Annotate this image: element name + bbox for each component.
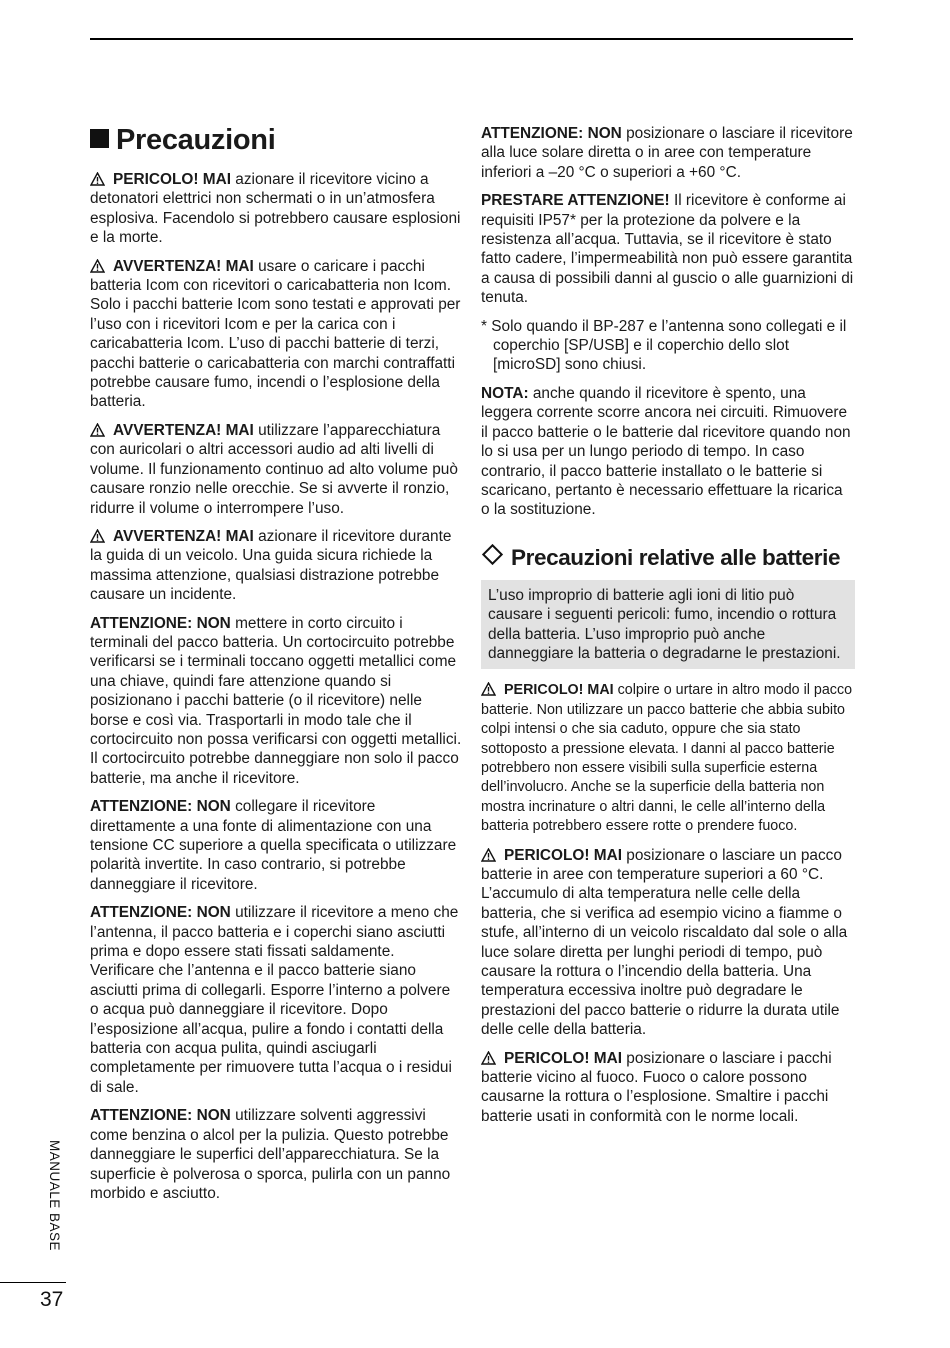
caution-keyword: NON	[196, 904, 231, 922]
caution-text: mettere in corto circuito i terminali del pacco batteria. Un cortocircuito potrebbe verificarsi se i terminali toccano oggetti metallici come una chiave, quindi fare attenzione quando si posizionano i pacchi batterie (o il ricevitore) nelle borse e così via. Trasportarli in modo tale che il cortocircuito non possa verificarsi con oggetti metallici. Il cortocircuito potrebbe danneggiare non solo il pacco batterie, ma anche il ricevitore.	[90, 614, 462, 787]
battery-danger-paragraph	[481, 1049, 855, 1127]
left-column	[90, 122, 462, 1212]
warning-triangle-icon	[481, 848, 496, 862]
attention-label: PRESTARE ATTENZIONE!	[481, 192, 670, 210]
warning-paragraph	[90, 421, 462, 518]
warning-label: AVVERTENZA!	[113, 257, 222, 275]
battery-danger-paragraph	[481, 681, 855, 836]
warning-keyword: MAI	[225, 257, 254, 275]
warning-text: utilizzare l’apparecchiatura con auricolari o altri accessori audio ad alti livelli di volume. Il funzionamento continuo ad alto volume può causare ronzio nelle orecchie. Se si avverte il ronzio, ridurre il volume o interrompere l’uso.	[90, 421, 458, 517]
warning-label: AVVERTENZA!	[113, 421, 222, 439]
warning-triangle-icon	[90, 529, 105, 543]
battery-danger-paragraph	[481, 846, 855, 1040]
danger-keyword: MAI	[593, 846, 623, 864]
warning-triangle-icon	[481, 1051, 496, 1065]
warning-text: azionare il ricevitore vicino a detonatori elettrici non schermati o in un’atmosfera esplosiva. Facendolo si potrebbero causare esplosioni e la morte.	[90, 171, 461, 247]
diamond-icon	[482, 544, 503, 565]
warning-triangle-icon	[481, 682, 496, 696]
caution-label: ATTENZIONE:	[90, 1107, 193, 1125]
warning-keyword: MAI	[225, 421, 254, 439]
caution-text: collegare il ricevitore direttamente a una fonte di alimentazione con una tensione CC superiore a quella specificata o utilizzare polarità invertite. In caso contrario, si potrebbe danneggiare il ricevitore.	[90, 798, 457, 893]
danger-text: posizionare o lasciare i pacchi batterie vicino al fuoco. Fuoco o calore possono causarne la rottura o l’esplosione. Smaltire i pacchi batterie usati in conformità con le norme locali.	[481, 1049, 832, 1125]
caution-keyword: NON	[196, 614, 231, 632]
page-number-rule	[0, 1282, 66, 1283]
attention-text: Il ricevitore è conforme ai requisiti IP57* per la protezione da polvere e la resistenza all’acqua. Tuttavia, se il ricevitore è stato fatto cadere, l’impermeabilità non può essere garantita a causa di possibili danni al guscio o alle guarnizioni di tenuta.	[481, 192, 854, 307]
danger-label: PERICOLO!	[504, 682, 584, 699]
danger-label: PERICOLO!	[504, 1049, 590, 1067]
caution-paragraph	[90, 903, 462, 1097]
caution-label: ATTENZIONE:	[481, 125, 584, 142]
caution-paragraph	[90, 1106, 462, 1203]
caution-label: ATTENZIONE:	[90, 904, 193, 922]
caution-keyword: NON	[587, 125, 622, 142]
warning-text: usare o caricare i pacchi batteria Icom con ricevitori o caricabatteria non Icom. Solo i pacchi batterie Icom sono testati e approvati per l’uso con i ricevitori Icom e per la carica con i caricabatteria Icom. L’uso di pacchi batterie di terzi, pacchi batterie o caricabatteria con marchi contraffatti potrebbe causare fumo, incendi o l’esplosione della batteria.	[90, 257, 461, 411]
warning-triangle-icon	[90, 172, 105, 186]
caution-text: posizionare o lasciare il ricevitore alla luce solare diretta o in aree con temperature inferiori a –20 °C o superiori a +60 °C.	[481, 125, 853, 181]
caution-label: ATTENZIONE:	[90, 614, 193, 632]
caution-paragraph	[90, 797, 462, 894]
caution-keyword: NON	[196, 1107, 231, 1125]
subsection-title: Precauzioni relative alle batterie	[481, 544, 855, 572]
right-column	[481, 124, 855, 1135]
section-square-icon	[90, 129, 109, 148]
note-text: anche quando il ricevitore è spento, una leggera corrente scorre ancora nei circuiti. Rimuovere il pacco batterie o le batterie dal ricevitore quando non lo si usa per un lungo periodo di tempo. In caso contrario, il pacco batterie installato o le batterie si scaricano, pertanto è necessario effettuare la ricarica o la sostituzione.	[481, 384, 851, 519]
danger-text: posizionare o lasciare un pacco batterie in aree con temperature superiori a 60 °C. L’accumulo di alta temperatura nelle celle della batteria, che si verifica ad esempio vicino a fiamme o stufe, all’interno di un veicolo riscaldato dal sole o alla luce solare diretta per lunghi periodi di tempo, può causare la rottura o l’incendio della batteria. Una temperatura eccessiva inoltre può degradare le prestazioni del pacco batterie o ridurre la durata utile delle celle della batteria.	[481, 846, 848, 1039]
warning-text: azionare il ricevitore durante la guida di un veicolo. Una guida sicura richiede la massima attenzione, qualsiasi distrazione potrebbe causare un incidente.	[90, 527, 452, 604]
danger-keyword: MAI	[593, 1049, 623, 1067]
caution-text: utilizzare solventi aggressivi come benzina o alcol per la pulizia. Questo potrebbe danneggiare le superfici dell’apparecchiatura. Se la superficie è polverosa o sporca, pulirla con un panno morbido e asciutto.	[90, 1107, 451, 1202]
warning-triangle-icon	[90, 423, 105, 437]
caution-keyword: NON	[196, 798, 231, 816]
caution-label: ATTENZIONE:	[90, 798, 193, 816]
caution-text: utilizzare il ricevitore a meno che l’antenna, il pacco batteria e i coperchi siano asciutti prima e dopo essere stati fissati saldamente. Verificare che l’antenna e il pacco batterie siano asciutti prima di collegarli. Esporre l’interno a polvere o acqua può danneggiare il ricevitore. Dopo l’esposizione all’acqua, pulire a fondo i contatti della batteria con acqua pulita, quindi asciugarli completamente per rimuovere tutta l’acqua o i residui di sale.	[90, 904, 459, 1096]
caution-paragraph	[90, 614, 462, 789]
warning-label: PERICOLO!	[113, 171, 199, 188]
note-paragraph	[481, 384, 855, 520]
section-title: Precauzioni	[90, 122, 462, 158]
danger-text: colpire o urtare in altro modo il pacco batterie. Non utilizzare un pacco batterie che abbia subito colpi intensi o che sia caduto, oppure che sia stato sottoposto a pressione elevata. I danni al pacco batterie potrebbero non essere visibili sulla superficie esterna dell’involucro. Anche se la superficie della batteria non mostra incrinature o altri danni, le celle all’interno della batteria potrebbero essere rotte o prendere fuoco.	[481, 682, 853, 835]
warning-keyword: MAI	[225, 527, 254, 545]
danger-label: PERICOLO!	[504, 846, 590, 864]
warning-triangle-icon	[90, 259, 105, 273]
caution-paragraph	[481, 124, 855, 182]
danger-paragraph	[90, 170, 462, 248]
attention-paragraph	[481, 191, 855, 307]
battery-intro-box: L’uso improprio di batterie agli ioni di litio può causare i seguenti pericoli: fumo, incendio o rottura della batteria. L’uso improprio può anche danneggiare la batteria o degradarne le prestazioni.	[481, 580, 855, 670]
top-rule	[90, 38, 853, 40]
margin-label: MANUALE BASE	[47, 1140, 62, 1252]
warning-paragraph	[90, 527, 462, 605]
danger-keyword: MAI	[587, 682, 614, 699]
note-label: NOTA:	[481, 384, 529, 402]
page-number: 37	[40, 1288, 64, 1311]
warning-paragraph	[90, 257, 462, 412]
warning-label: AVVERTENZA!	[113, 527, 222, 545]
footnote: * Solo quando il BP-287 e l’antenna sono collegati e il coperchio [SP/USB] e il coperchio dello slot [microSD] sono chiusi.	[481, 317, 847, 374]
warning-keyword: MAI	[202, 171, 232, 188]
